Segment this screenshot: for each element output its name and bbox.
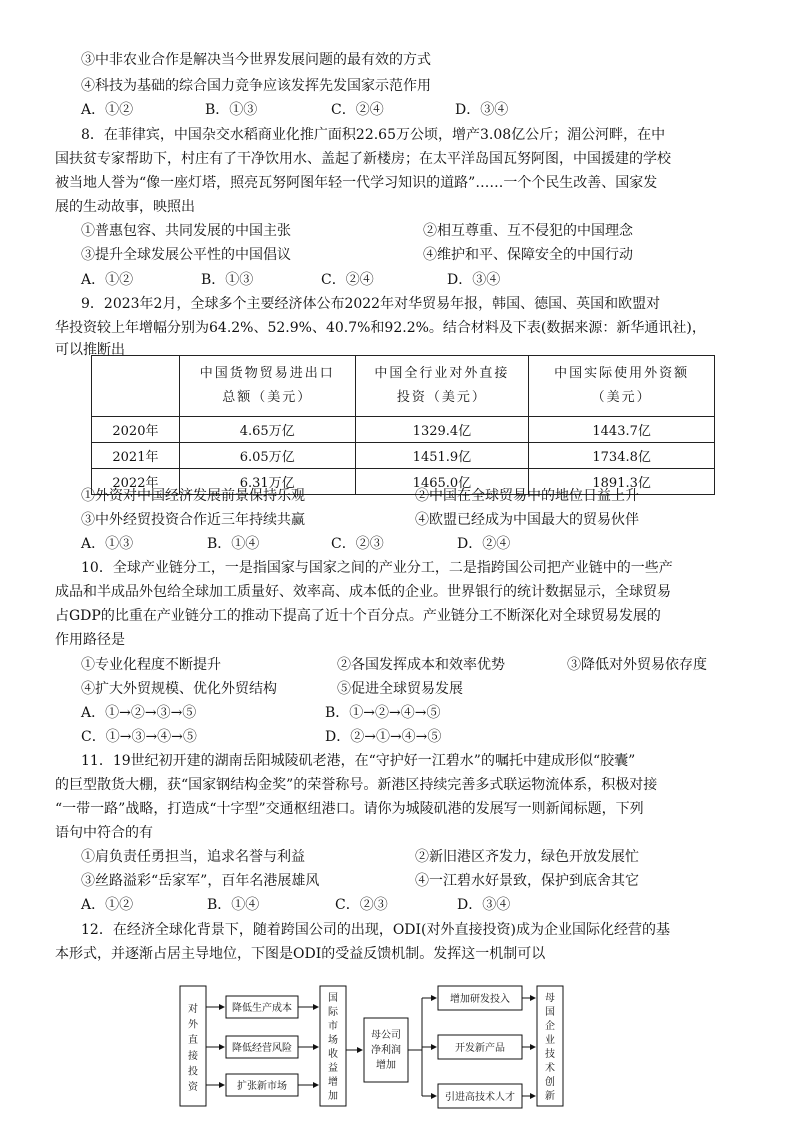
q10-option-a[interactable]: A．①→②→③→⑤ <box>81 705 197 721</box>
table-cell: 6.31万亿 <box>179 469 355 495</box>
vertical-char: 技 <box>545 1049 555 1060</box>
q11-stem-line-1: 11．19世纪初开建的湖南岳阳城陵矶老港，在“守护好一江碧水”的嘱托中建成形似“胶囊” <box>81 753 636 769</box>
q7-option-d[interactable]: D．③④ <box>455 102 509 118</box>
table-cell: 1891.3亿 <box>529 469 715 495</box>
q10-item-2: ②各国发挥成本和效率优势 <box>337 657 505 673</box>
q9-option-a[interactable]: A．①③ <box>81 536 134 552</box>
q10-stem-line-3: 占GDP的比重在产业链分工的推动下提高了近十个百分点。产业链分工不断深化对全球贸易发展的 <box>55 608 661 624</box>
q8-item-1: ①普惠包容、共同发展的中国主张 <box>81 223 291 239</box>
q8-item-3: ③提升全球发展公平性的中国倡议 <box>81 247 291 263</box>
q9-item-2: ②中国在全球贸易中的地位日益上升 <box>415 488 639 504</box>
q10-stem-line-2: 成品和半成品外包给全球加工质量好、效率高、成本低的企业。世界银行的统计数据显示，全球贸易 <box>55 584 671 600</box>
q9-item-3: ③中外经贸投资合作近三年持续共赢 <box>81 512 305 528</box>
q11-option-c[interactable]: C．②③ <box>335 897 388 913</box>
vertical-char: 场 <box>328 1035 338 1046</box>
q8-stem-line-1: 8．在菲律宾，中国杂交水稻商业化推广面积22.65万公顷，增产3.08亿公斤；湄公河畔，在中 <box>81 127 666 143</box>
q11-option-d[interactable]: D．③④ <box>457 897 511 913</box>
vertical-char: 外 <box>188 1019 198 1031</box>
q8-stem-line-3: 被当地人誉为“像一座灯塔，照亮瓦努阿图年轻一代学习知识的道路”……一个个民生改善、国家发 <box>55 175 658 191</box>
q10-option-d[interactable]: D．②→①→④→⑤ <box>325 729 442 745</box>
table-header-cell: 中国实际使用外资额 （美元） <box>529 356 715 417</box>
q9-option-b[interactable]: B．①④ <box>207 536 260 552</box>
q7-option-b[interactable]: B．①③ <box>205 102 258 118</box>
table-cell: 1734.8亿 <box>529 443 715 469</box>
vertical-char: 业 <box>545 1035 555 1046</box>
q8-item-4: ④维护和平、保障安全的中国行动 <box>423 247 633 263</box>
table-header-cell: 中国货物贸易进出口 总额（美元） <box>179 356 355 417</box>
result-label <box>545 992 555 1102</box>
vertical-char: 国 <box>545 1007 555 1018</box>
q11-item-1: ①肩负责任勇担当，追求名誉与利益 <box>81 849 305 865</box>
q11-item-2: ②新旧港区齐发力，绿色开放发展忙 <box>415 849 639 865</box>
q8-option-d[interactable]: D．③④ <box>447 272 501 288</box>
vertical-char: 市 <box>328 1021 338 1032</box>
q8-option-a[interactable]: A．①② <box>81 272 134 288</box>
q10-item-3: ③降低对外贸易依存度 <box>567 657 707 673</box>
vertical-char: 收 <box>328 1049 338 1060</box>
q9-item-1: ①外资对中国经济发展前景保持乐观 <box>81 488 305 504</box>
q7-option-c[interactable]: C．②④ <box>331 102 384 118</box>
q11-stem-line-2: 的巨型散货大棚，获“国家钢结构金奖”的荣誉称号。新港区持续完善多式联运物流体系，积极对接 <box>55 777 658 793</box>
q7-item-4: ④科技为基础的综合国力竞争应该发挥先发国家示范作用 <box>81 78 431 94</box>
q10-option-c[interactable]: C．①→③→④→⑤ <box>81 729 197 745</box>
vertical-char: 投 <box>188 1066 198 1078</box>
q9-stem-line-2: 华投资较上年增幅分别为64.2%、52.9%、40.7%和92.2%。结合材料及下表(数据来源：新华通讯社)， <box>55 320 706 336</box>
vertical-char: 益 <box>328 1063 338 1074</box>
q8-stem-line-4: 展的生动故事，映照出 <box>55 199 195 215</box>
q11-item-3: ③丝路溢彩“岳家军”，百年名港展雄风 <box>81 873 320 889</box>
table-cell: 2020年 <box>92 417 180 443</box>
q7-item-3: ③中非农业合作是解决当今世界发展问题的最有效的方式 <box>81 52 431 68</box>
mid-label-2: 降低经营风险 <box>232 1043 292 1054</box>
vertical-char: 增 <box>328 1077 338 1088</box>
q8-option-c[interactable]: C．②④ <box>321 272 374 288</box>
q8-stem-line-2: 国扶贫专家帮助下，村庄有了干净饮用水、盖起了新楼房；在太平洋岛国瓦努阿图，中国援建的学校 <box>55 151 671 167</box>
q8-option-b[interactable]: B．①③ <box>201 272 254 288</box>
vertical-char: 加 <box>328 1091 338 1102</box>
q10-item-4: ④扩大外贸规模、优化外贸结构 <box>81 681 277 697</box>
q10-option-b[interactable]: B．①→②→④→⑤ <box>325 705 441 721</box>
q9-stem-line-1: 9．2023年2月，全球多个主要经济体公布2022年对华贸易年报，韩国、德国、英国和欧盟对 <box>81 296 661 312</box>
q10-stem-line-1: 10．全球产业链分工，一是指国家与国家之间的产业分工，二是指跨国公司把产业链中的一些产 <box>81 560 673 576</box>
q10-stem-line-4: 作用路径是 <box>55 632 125 648</box>
right-label-3: 引进高技术人才 <box>445 1092 515 1103</box>
vertical-char: 资 <box>188 1082 198 1094</box>
table-cell: 1465.0亿 <box>355 469 529 495</box>
vertical-char: 国 <box>328 993 338 1004</box>
mid-label-1: 降低生产成本 <box>232 1003 292 1014</box>
q9-item-4: ④欧盟已经成为中国最大的贸易伙伴 <box>415 512 639 528</box>
table-cell: 4.65万亿 <box>179 417 355 443</box>
market-box <box>320 986 346 1106</box>
vertical-char: 对 <box>188 1003 198 1015</box>
q10-item-5: ⑤促进全球贸易发展 <box>337 681 463 697</box>
q10-item-1: ①专业化程度不断提升 <box>81 657 221 673</box>
source-label <box>188 1002 199 1093</box>
q11-item-4: ④一江碧水好景致，保护到底舍其它 <box>415 873 639 889</box>
table-cell: 2021年 <box>92 443 180 469</box>
table-cell: 6.05万亿 <box>179 443 355 469</box>
right-label-2: 开发新产品 <box>455 1043 505 1054</box>
vertical-char: 创 <box>545 1077 555 1088</box>
market-label <box>328 992 339 1102</box>
q8-item-2: ②相互尊重、互不侵犯的中国理念 <box>423 223 633 239</box>
table-cell: 1329.4亿 <box>355 417 529 443</box>
table-cell: 1443.7亿 <box>529 417 715 443</box>
q11-stem-line-3: “一带一路”战略，打造成“十字型”交通枢纽港口。请你为城陵矶港的发展写一则新闻标题，下列 <box>55 801 644 817</box>
table-cell: 1451.9亿 <box>355 443 529 469</box>
parent-label-2: 净利润 <box>371 1045 401 1056</box>
vertical-char: 术 <box>545 1063 555 1074</box>
result-box <box>537 986 563 1106</box>
table-header-cell: 中国全行业对外直接 投资（美元） <box>355 356 529 417</box>
vertical-char: 接 <box>188 1050 198 1062</box>
vertical-char: 际 <box>328 1007 338 1018</box>
q9-option-d[interactable]: D．②④ <box>457 536 511 552</box>
q9-stem-line-3: 可以推断出 <box>55 342 125 358</box>
right-label-1: 增加研发投入 <box>450 994 510 1005</box>
vertical-char: 企 <box>545 1021 555 1032</box>
mid-label-3: 扩张新市场 <box>237 1081 287 1092</box>
parent-label-1: 母公司 <box>371 1030 401 1041</box>
q11-option-b[interactable]: B．①④ <box>207 897 260 913</box>
vertical-char: 直 <box>188 1035 198 1047</box>
vertical-char: 新 <box>545 1091 555 1102</box>
table-cell: 2022年 <box>92 469 180 495</box>
q7-option-a[interactable]: A．①② <box>81 102 134 118</box>
q12-stem-line-2: 本形式，并逐渐占居主导地位，下图是ODI的受益反馈机制。发挥这一机制可以 <box>55 946 546 962</box>
vertical-char: 母 <box>545 993 555 1004</box>
q11-option-a[interactable]: A．①② <box>81 897 134 913</box>
q11-stem-line-4: 语句中符合的有 <box>55 825 153 841</box>
parent-label-3: 增加 <box>376 1060 396 1071</box>
q12-stem-line-1: 12．在经济全球化背景下，随着跨国公司的出现，ODI(对外直接投资)成为企业国际化经营的基 <box>81 922 670 938</box>
q9-option-c[interactable]: C．②③ <box>331 536 384 552</box>
